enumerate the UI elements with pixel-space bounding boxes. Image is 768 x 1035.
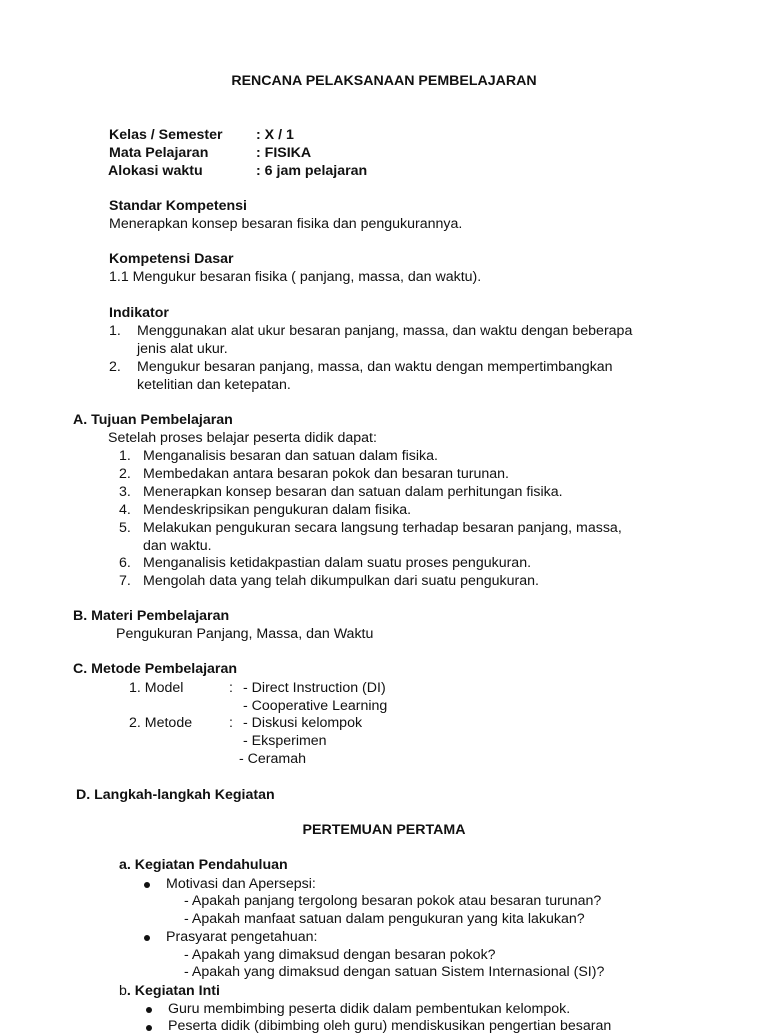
tujuan-item: Membedakan antara besaran pokok dan besaran turunan. [143,466,509,482]
pendahuluan-item: - Apakah panjang tergolong besaran pokok atau besaran turunan? [184,893,602,909]
alokasi-value: : 6 jam pelajaran [256,163,368,179]
indikator-item-continued: ketelitian dan ketepatan. [137,377,291,393]
mapel-label: Mata Pelajaran [109,145,209,161]
model-colon: : [229,680,233,696]
model-label: 1. Model [129,680,184,696]
inti-heading-text: . Kegiatan Inti [126,983,220,999]
indikator-heading: Indikator [109,305,169,321]
metode-item: - Ceramah [239,751,307,767]
tujuan-item: Melakukan pengukuran secara langsung terhadap besaran panjang, massa, [143,520,622,536]
tujuan-item: Menganalisis ketidakpastian dalam suatu proses pengukuran. [143,555,532,571]
kelas-value: : X / 1 [256,127,294,143]
bullet-icon [144,935,150,941]
tujuan-num: 7. [119,573,131,589]
indikator-item-continued: jenis alat ukur. [137,341,228,357]
tujuan-num: 5. [119,520,131,536]
tujuan-item-continued: dan waktu. [143,538,212,554]
indikator-num: 2. [109,359,121,375]
tujuan-heading: A. Tujuan Pembelajaran [73,412,233,428]
pendahuluan-item: - Apakah yang dimaksud dengan satuan Sistem Internasional (SI)? [184,964,605,980]
tujuan-intro: Setelah proses belajar peserta didik dapat: [108,430,377,446]
inti-heading [119,983,220,1000]
standar-heading: Standar Kompetensi [109,198,247,214]
model-item: - Direct Instruction (DI) [243,680,386,696]
kompetensi-text: 1.1 Mengukur besaran fisika ( panjang, massa, dan waktu). [109,269,482,285]
bullet-icon [144,882,150,888]
tujuan-num: 3. [119,484,131,500]
metode-item: - Eksperimen [243,733,327,749]
inti-heading-prefix: b [119,983,127,999]
tujuan-num: 6. [119,555,131,571]
kelas-label: Kelas / Semester [109,127,223,143]
pendahuluan-heading: a. Kegiatan Pendahuluan [119,857,288,873]
bullet-icon [146,1007,152,1013]
metode-colon: : [229,715,233,731]
pendahuluan-item: - Apakah manfaat satuan dalam pengukuran yang kita lakukan? [184,911,585,927]
langkah-heading: D. Langkah-langkah Kegiatan [76,787,275,803]
pendahuluan-item: - Apakah yang dimaksud dengan besaran pokok? [184,947,496,963]
alokasi-label: Alokasi waktu [108,163,203,179]
indikator-item: Menggunakan alat ukur besaran panjang, massa, dan waktu dengan beberapa [137,323,633,339]
materi-heading: B. Materi Pembelajaran [73,608,230,624]
tujuan-item: Mendeskripsikan pengukuran dalam fisika. [143,502,412,518]
metode-item: - Diskusi kelompok [243,715,363,731]
document-title: RENCANA PELAKSANAAN PEMBELAJARAN [231,73,537,89]
metode-label: 2. Metode [129,715,193,731]
bullet-icon [146,1025,152,1031]
tujuan-num: 4. [119,502,131,518]
tujuan-num: 1. [119,448,131,464]
inti-item: Guru membimbing peserta didik dalam pembentukan kelompok. [168,1001,571,1017]
indikator-item: Mengukur besaran panjang, massa, dan waktu dengan mempertimbangkan [137,359,613,375]
pendahuluan-group-label: Prasyarat pengetahuan: [166,929,318,945]
pendahuluan-group-label: Motivasi dan Apersepsi: [166,876,316,892]
tujuan-item: Menerapkan konsep besaran dan satuan dalam perhitungan fisika. [143,484,563,500]
pertemuan-heading: PERTEMUAN PERTAMA [302,822,466,838]
mapel-value: : FISIKA [256,145,312,161]
inti-item: Peserta didik (dibimbing oleh guru) mendiskusikan pengertian besaran [168,1018,612,1034]
indikator-num: 1. [109,323,121,339]
kompetensi-heading: Kompetensi Dasar [109,251,234,267]
tujuan-num: 2. [119,466,131,482]
model-item: - Cooperative Learning [243,698,388,714]
materi-text: Pengukuran Panjang, Massa, dan Waktu [116,626,374,642]
metode-heading: C. Metode Pembelajaran [73,661,237,677]
standar-text: Menerapkan konsep besaran fisika dan pengukurannya. [109,216,463,232]
tujuan-item: Menganalisis besaran dan satuan dalam fisika. [143,448,438,464]
tujuan-item: Mengolah data yang telah dikumpulkan dari suatu pengukuran. [143,573,539,589]
